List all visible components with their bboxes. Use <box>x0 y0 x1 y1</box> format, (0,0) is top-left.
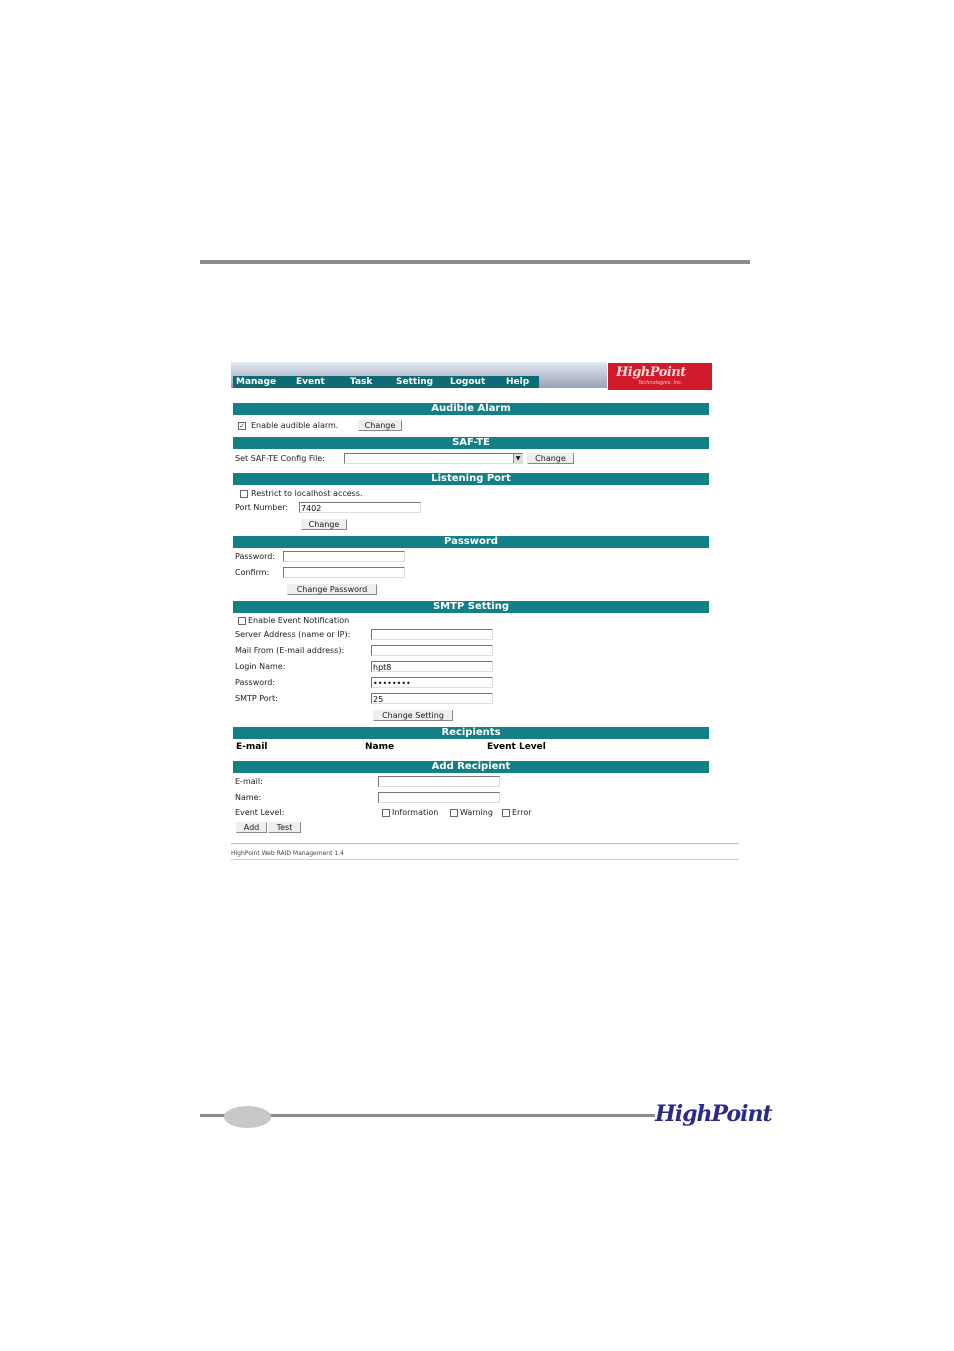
nav-setting[interactable]: Setting <box>396 377 434 387</box>
level-information-checkbox[interactable] <box>382 809 390 817</box>
recipients-col-email: E-mail <box>236 742 268 752</box>
password-input[interactable] <box>283 551 405 562</box>
add-event-level-label: Event Level: <box>235 808 285 817</box>
nav-logout[interactable]: Logout <box>450 377 486 387</box>
page-number-oval <box>224 1106 271 1128</box>
mail-from-input[interactable] <box>371 645 493 656</box>
confirm-label: Confirm: <box>235 568 270 577</box>
add-name-input[interactable] <box>378 792 500 803</box>
footer-highpoint-logo: HighPoint <box>655 1101 772 1127</box>
port-number-label: Port Number: <box>235 503 289 512</box>
saf-te-config-select[interactable] <box>344 453 523 464</box>
footer-divider <box>231 843 739 844</box>
add-email-label: E-mail: <box>235 777 263 786</box>
level-information-label: Information <box>392 808 439 817</box>
nav-help[interactable]: Help <box>506 377 530 387</box>
port-number-input[interactable]: 7402 <box>299 502 421 513</box>
recipients-col-event-level: Event Level <box>487 742 546 752</box>
section-listening-port: Listening Port <box>233 473 709 485</box>
level-warning-checkbox[interactable] <box>450 809 458 817</box>
recipients-col-name: Name <box>365 742 395 752</box>
smtp-password-input[interactable]: •••••••• <box>371 677 493 688</box>
section-password: Password <box>233 536 709 548</box>
level-error-checkbox[interactable] <box>502 809 510 817</box>
nav-manage[interactable]: Manage <box>236 377 277 387</box>
add-name-label: Name: <box>235 793 262 802</box>
audible-alarm-label: Enable audible alarm. <box>251 421 339 430</box>
level-error-label: Error <box>512 808 532 817</box>
section-audible-alarm: Audible Alarm <box>233 403 709 415</box>
logo-subtext: Technologies, Inc. <box>638 380 683 386</box>
section-smtp-setting: SMTP Setting <box>233 601 709 613</box>
listening-port-change-button[interactable]: Change <box>301 519 347 530</box>
section-saf-te: SAF-TE <box>233 437 709 449</box>
chevron-down-icon: ▼ <box>513 454 522 463</box>
change-setting-button[interactable]: Change Setting <box>373 710 453 721</box>
password-label: Password: <box>235 552 276 561</box>
saf-te-label: Set SAF-TE Config File: <box>235 454 325 463</box>
saf-te-change-button[interactable]: Change <box>527 453 574 464</box>
restrict-localhost-checkbox[interactable] <box>240 490 248 498</box>
level-warning-label: Warning <box>460 808 493 817</box>
smtp-port-label: SMTP Port: <box>235 694 278 703</box>
confirm-password-input[interactable] <box>283 567 405 578</box>
section-add-recipient: Add Recipient <box>233 761 709 773</box>
nav-event[interactable]: Event <box>296 377 325 387</box>
nav-menu <box>233 376 539 388</box>
restrict-localhost-label: Restrict to localhost access. <box>251 489 363 498</box>
smtp-password-label: Password: <box>235 678 276 687</box>
smtp-port-input[interactable]: 25 <box>371 693 493 704</box>
mail-from-label: Mail From (E-mail address): <box>235 646 345 655</box>
footer-version: HighPoint Web RAID Management 1.4 <box>231 850 344 857</box>
server-address-input[interactable] <box>371 629 493 640</box>
nav-task[interactable]: Task <box>350 377 373 387</box>
audible-alarm-checkbox[interactable]: ✓ <box>239 422 245 430</box>
add-email-input[interactable] <box>378 776 500 787</box>
login-name-label: Login Name: <box>235 662 286 671</box>
highpoint-logo <box>608 363 712 390</box>
footer-bottom-line <box>231 859 739 860</box>
test-recipient-button[interactable]: Test <box>268 822 301 833</box>
audible-change-button[interactable]: Change <box>358 420 402 431</box>
server-address-label: Server Address (name or IP): <box>235 630 351 639</box>
change-password-button[interactable]: Change Password <box>287 584 377 595</box>
nav-banner <box>231 362 607 388</box>
enable-notification-checkbox[interactable] <box>238 617 246 625</box>
logo-text: HighPoint <box>616 365 686 380</box>
enable-notification-label: Enable Event Notification <box>248 616 350 625</box>
add-recipient-button[interactable]: Add <box>236 822 267 833</box>
section-recipients: Recipients <box>233 727 709 739</box>
web-raid-management-screen <box>231 362 739 862</box>
login-name-input[interactable]: hpt8 <box>371 661 493 672</box>
top-rule <box>200 260 750 264</box>
